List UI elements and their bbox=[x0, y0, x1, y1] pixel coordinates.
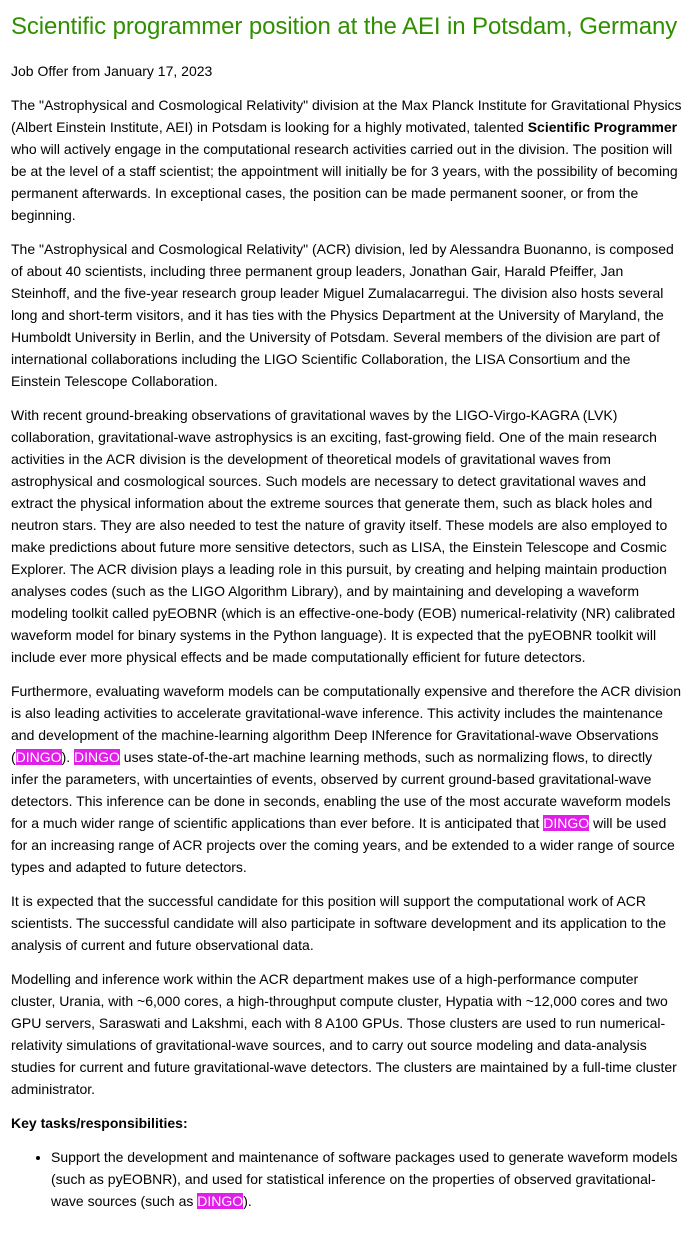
dingo-paragraph bbox=[11, 680, 682, 878]
dingo-text-3: uses state-of-the-art machine learning methods, such as normalizing flows, to directly infer the parameters, with uncertainties of events, observed by current ground-based gravitational-wave detectors. This inference can be done in seconds, enabling the use of the most accurate waveform models for a much wider range of scientific applications than ever before. It is anticipated that bbox=[11, 749, 671, 831]
tasks-heading: Key tasks/responsibilities: bbox=[11, 1115, 188, 1131]
dingo-text-4: will be used for an increasing range of ACR projects over the coming years, and be extended to a wider range of source types and adapted to future detectors. bbox=[11, 815, 675, 875]
highlight-term: DINGO bbox=[197, 1193, 244, 1209]
dingo-text-2: ). bbox=[61, 749, 75, 765]
candidate-paragraph: It is expected that the successful candidate for this position will support the computational work of ACR scientists. The successful candidate will also participate in software development and its application to the analysis of current and future observational data. bbox=[11, 893, 666, 953]
computing-paragraph: Modelling and inference work within the ACR department makes use of a high-performance computer cluster, Urania, with ~6,000 cores, a high-throughput compute cluster, Hypatia with ~12,000 cores and two GPU servers, Saraswati and Lakshmi, each with 8 A100 GPUs. Those clusters are used to run numerical-relativity simulations of gravitational-wave sources, and to carry out source modeling and data-analysis studies for current and future gravitational-wave detectors. The clusters are maintained by a full-time cluster administrator. bbox=[11, 971, 677, 1097]
intro-text-start: The "Astrophysical and Cosmological Relativity" division at the Max Planck Institute for Gravitational Physics (Albert Einstein Institute, AEI) in Potsdam is looking for a highly motivated, talented bbox=[11, 97, 682, 135]
highlight-term: DINGO bbox=[15, 749, 62, 765]
task-text-end: ). bbox=[243, 1193, 252, 1209]
division-paragraph: The "Astrophysical and Cosmological Relativity" (ACR) division, led by Alessandra Buonanno, is composed of about 40 scientists, including three permanent group leaders, Jonathan Gair, Harald Pfeiffer, Jan Steinhoff, and the five-year research group leader Miguel Zumalacarregui. The division also hosts several long and short-term visitors, and it has ties with the Physics Department at the University of Maryland, the Humboldt University in Berlin, and the University of Potsdam. Several members of the division are part of international collaborations including the LIGO Scientific Collaboration, the LISA Consortium and the Einstein Telescope Collaboration. bbox=[11, 241, 674, 389]
task-text-start: Support the development and maintenance of software packages used to generate waveform models (such as pyEOBNR), and used for statistical inference on the properties of observed gravitational-wave sources (such as bbox=[51, 1149, 678, 1209]
highlight-term: DINGO bbox=[543, 815, 590, 831]
page-title: Scientific programmer position at the AEI in Potsdam, Germany bbox=[11, 13, 678, 40]
job-offer-date: Job Offer from January 17, 2023 bbox=[11, 63, 213, 79]
list-item bbox=[51, 1146, 682, 1212]
research-paragraph: With recent ground-breaking observations of gravitational waves by the LIGO-Virgo-KAGRA (LVK) collaboration, gravitational-wave astrophysics is an exciting, fast-growing field. One of the main research activities in the ACR division is the development of theoretical models of gravitational waves from astrophysical and cosmological sources. Such models are necessary to detect gravitational waves and extract the physical information about the extreme sources that generate them, such as black holes and neutron stars. They are also needed to test the nature of gravity itself. These models are also employed to make predictions about future more sensitive detectors, such as LISA, the Einstein Telescope and Cosmic Explorer. The ACR division plays a leading role in this pursuit, by creating and helping maintain production analyses codes (such as the LIGO Algorithm Library), and by maintaining and developing a waveform modeling toolkit called pyEOBNR (which is an effective-one-body (EOB) numerical-relativity (NR) calibrated waveform model for binary systems in the Python language). It is expected that the pyEOBNR toolkit will include ever more physical effects and be made computationally efficient for future detectors. bbox=[11, 407, 676, 665]
intro-paragraph bbox=[11, 94, 682, 226]
highlight-term: DINGO bbox=[74, 749, 120, 765]
tasks-list bbox=[11, 1146, 682, 1212]
dingo-text-1: Furthermore, evaluating waveform models can be computationally expensive and therefore the ACR division is also leading activities to accelerate gravitational-wave inference. This activity includes the maintenance and development of the machine-learning algorithm Deep INference for Gravitational-wave Observations ( bbox=[11, 683, 682, 765]
intro-text-end: who will actively engage in the computational research activities carried out in the division. The position will be at the level of a staff scientist; the appointment will initially be for 3 years, with the possibility of becoming permanent afterwards. In exceptional cases, the position can be made permanent sooner, or from the beginning. bbox=[11, 141, 678, 223]
position-name: Scientific Programmer bbox=[527, 119, 678, 135]
